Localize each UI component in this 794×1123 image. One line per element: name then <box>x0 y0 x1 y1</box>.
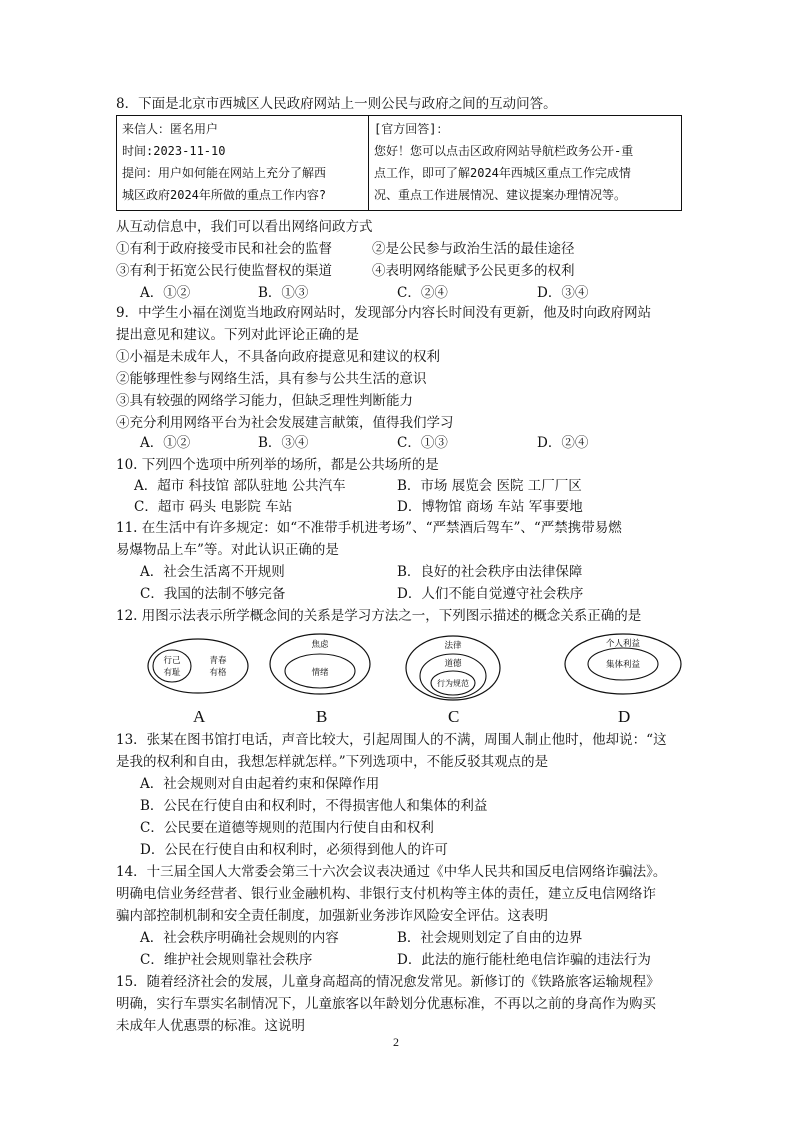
q8-box-right-line: 点工作，即可了解2024年西城区重点工作完成情 <box>374 166 631 180</box>
q8-box-left-line: 提问：用户如何能在网站上充分了解西 <box>122 166 327 180</box>
q12-a-right-text-2: 有格 <box>209 668 227 678</box>
q14-option-c: C．维护社会规则靠社会秩序 <box>140 952 313 968</box>
q9-statement-2: ②能够理性参与网络生活，具有参与公共生活的意识 <box>116 371 427 387</box>
q12-d-inner-text: 集体利益 <box>605 660 641 670</box>
q13-option-b: B．公民在行使自由和权利时，不得损害他人和集体的利益 <box>140 798 488 814</box>
q8-box-right-line: 况、重点工作进展情况、建议提案办理情况等。 <box>374 188 627 202</box>
q8-stem: 8．下面是北京市西城区人民政府网站上一则公民与政府之间的互动问答。 <box>116 96 557 112</box>
q9-option-d: D．②④ <box>537 435 589 451</box>
q12-diagram-d <box>565 634 681 694</box>
q11-option-b: B．良好的社会秩序由法律保障 <box>397 564 583 580</box>
q8-box-left-line: 时间:2023-11-10 <box>122 144 226 158</box>
q12-c-inner-text: 行为规范 <box>437 679 469 688</box>
q8-statement-2: ②是公民参与政治生活的最佳途径 <box>372 241 575 257</box>
q8-question-column <box>117 116 369 210</box>
q10-option-a: A．超市 科技馆 部队驻地 公共汽车 <box>134 478 346 494</box>
q13-stem-line-1: 13．张某在图书馆打电话，声音比较大，引起周围人的不满，周围人制止他时，他却说：“这 <box>116 732 667 748</box>
q11-stem-line-1: 11. 在生活中有许多规定：如“不准带手机进考场”、“严禁酒后驾车”、“严禁携带易燃 <box>116 520 622 536</box>
q11-option-c: C．我国的法制不够完备 <box>140 586 286 602</box>
q10-option-d: D．博物馆 商场 车站 军事要地 <box>397 499 583 515</box>
q11-stem-line-2: 易爆物品上车”等。对此认识正确的是 <box>116 542 339 558</box>
q8-statement-3: ③有利于拓宽公民行使监督权的渠道 <box>116 263 332 279</box>
q9-stem-line-2: 提出意见和建议。下列对此评论正确的是 <box>116 327 359 343</box>
q12-diagram-svg <box>140 630 700 710</box>
q9-option-b: B．③④ <box>258 435 309 451</box>
q15-stem-line-1: 15．随着经济社会的发展，儿童身高超高的情况愈发常见。新修订的《铁路旅客运输规程》 <box>116 974 660 990</box>
q12-a-left-text-1: 行己 <box>163 656 181 666</box>
q12-diagram-a <box>148 639 248 693</box>
q8-box-right-line: 您好！您可以点击区政府网站导航栏政务公开-重 <box>374 144 634 158</box>
q8-option-c: C．②④ <box>397 285 448 301</box>
q13-option-a: A．社会规则对自由起着约束和保障作用 <box>140 776 380 792</box>
q12-a-left-text-2: 有耻 <box>163 668 181 678</box>
q10-option-c: C．超市 码头 电影院 车站 <box>134 499 293 515</box>
q9-option-c: C．①③ <box>397 435 448 451</box>
q12-a-right-text-1: 青春 <box>209 656 227 666</box>
q12-diagram-b <box>270 634 370 694</box>
q8-statement-1: ①有利于政府接受市民和社会的监督 <box>116 241 332 257</box>
q14-option-a: A．社会秩序明确社会规则的内容 <box>140 930 339 946</box>
q8-box-left-line: 来信人：匿名用户 <box>122 122 219 136</box>
q8-dialogue-box <box>116 115 682 211</box>
q12-c-outer-text: 法律 <box>444 641 462 651</box>
q9-stem-line-1: 9．中学生小福在浏览当地政府网站时，发现部分内容长时间没有更新，他及时向政府网站 <box>116 305 652 321</box>
q8-statement-4: ④表明网络能赋予公民更多的权利 <box>372 263 575 279</box>
q12-diagrams <box>140 630 700 740</box>
q8-option-a: A．①② <box>140 285 191 301</box>
q9-statement-3: ③具有较强的网络学习能力，但缺乏理性判断能力 <box>116 393 413 409</box>
q12-c-middle-text: 道德 <box>444 659 462 669</box>
q15-stem-line-2: 明确，实行车票实名制情况下，儿童旅客以年龄划分优惠标准，不再以之前的身高作为购买 <box>116 996 656 1012</box>
q8-option-b: B．①③ <box>258 285 309 301</box>
q8-after-box: 从互动信息中，我们可以看出网络问政方式 <box>116 219 373 235</box>
q12-d-outer-text: 个人利益 <box>605 639 641 649</box>
q10-option-b: B．市场 展览会 医院 工厂厂区 <box>397 478 582 494</box>
q13-stem-line-2: 是我的权利和自由，我想怎样就怎样。”下列选项中，不能反驳其观点的是 <box>116 754 549 770</box>
q8-box-left-line: 城区政府2024年所做的重点工作内容? <box>122 188 327 202</box>
q8-answer-column <box>369 116 681 210</box>
q14-stem-line-1: 14．十三届全国人大常委会第三十六次会议表决通过《中华人民共和国反电信网络诈骗法》。 <box>116 864 667 880</box>
q11-option-d: D．人们不能自觉遵守社会秩序 <box>397 586 584 602</box>
q9-statement-1: ①小福是未成年人，不具备向政府提意见和建议的权利 <box>116 349 440 365</box>
q15-stem-line-3: 未成年人优惠票的标准。这说明 <box>116 1018 305 1034</box>
q9-option-a: A．①② <box>140 435 191 451</box>
q14-stem-line-2: 明确电信业务经营者、银行业金融机构、非银行支付机构等主体的责任，建立反电信网络诈 <box>116 886 656 902</box>
q12-diagram-c <box>406 636 500 700</box>
q12-label-d: D <box>618 707 631 726</box>
q12-b-outer-text: 焦虑 <box>311 640 329 650</box>
q14-stem-line-3: 骗内部控制机制和安全责任制度，加强新业务涉诈风险安全评估。这表明 <box>116 908 548 924</box>
q12-label-b: B <box>316 707 328 726</box>
q13-option-d: D．公民在行使自由和权利时，必须得到他人的许可 <box>140 842 448 858</box>
q12-stem: 12. 用图示法表示所学概念间的关系是学习方法之一，下列图示描述的概念关系正确的是 <box>116 608 642 624</box>
q10-stem: 10. 下列四个选项中所列举的场所，都是公共场所的是 <box>116 457 439 473</box>
page-number: 2 <box>393 1035 399 1049</box>
q11-option-a: A．社会生活离不开规则 <box>140 564 285 580</box>
q12-b-inner-text: 情绪 <box>311 668 329 678</box>
q14-option-b: B．社会规则划定了自由的边界 <box>397 930 583 946</box>
q14-option-d: D．此法的施行能杜绝电信诈骗的违法行为 <box>397 952 651 968</box>
q8-option-d: D．③④ <box>537 285 589 301</box>
q12-label-c: C <box>448 707 460 726</box>
q8-box-right-line: [官方回答]： <box>374 122 449 136</box>
q12-label-a: A <box>193 707 206 726</box>
q13-option-c: C．公民要在道德等规则的范围内行使自由和权利 <box>140 820 434 836</box>
q9-statement-4: ④充分利用网络平台为社会发展建言献策，值得我们学习 <box>116 415 454 431</box>
